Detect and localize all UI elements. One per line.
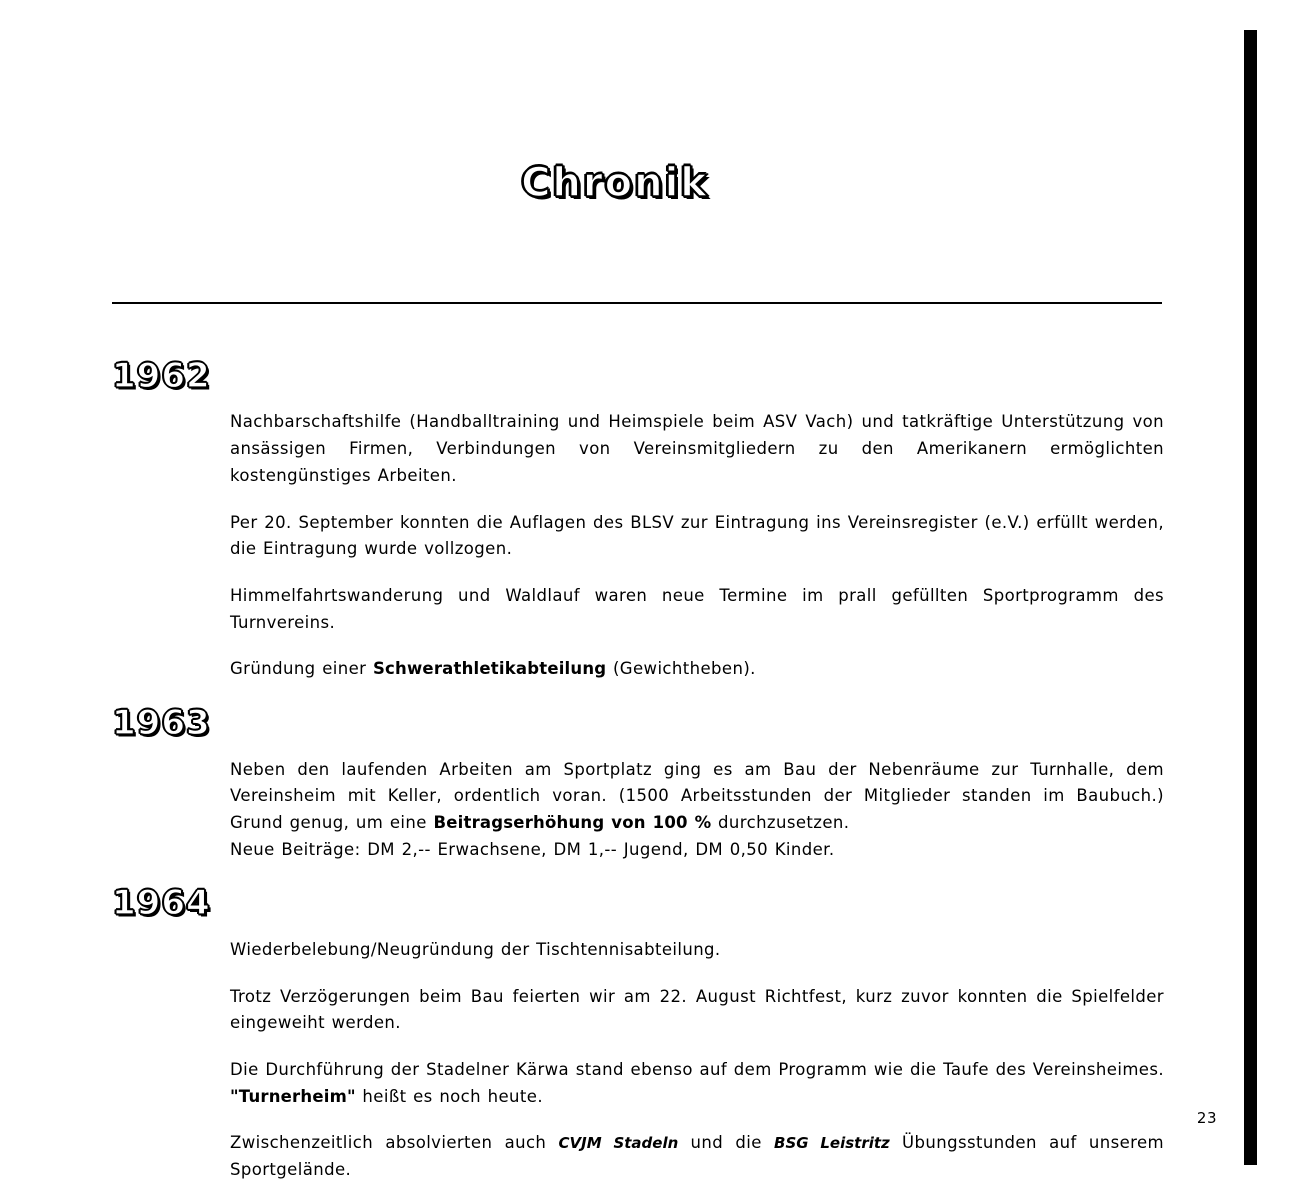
text-run: und die xyxy=(678,1133,775,1153)
paragraph xyxy=(230,1130,1164,1183)
text-run: Nachbarschaftshilfe (Handballtraining und Heimspiele beim ASV Vach) und tatkräftige Unterstützung von ansässigen Firmen, Verbindungen von Vereinsmitgliedern zu den Amerikanern ermöglichten kostengünstiges Arbeiten. xyxy=(230,412,1164,485)
text-run: durchzusetzen. xyxy=(711,812,850,832)
paragraph xyxy=(230,510,1164,563)
text-run: Per 20. September konnten die Auflagen des BLSV zur Eintragung ins Vereinsregister (e.V.) erfüllt werden, die Eintragung wurde vollzogen. xyxy=(230,512,1164,559)
text-run: Beitragserhöhung von 100 % xyxy=(433,812,712,832)
year-block xyxy=(112,358,1164,683)
text-run: Zwischenzeitlich absolvierten auch xyxy=(230,1133,559,1153)
text-run: CVJM Stadeln xyxy=(558,1134,679,1153)
paragraph xyxy=(230,984,1164,1037)
chronicle-entries xyxy=(112,336,1164,1204)
text-run: BSG Leistritz xyxy=(774,1134,890,1153)
paragraph xyxy=(230,837,1164,864)
paragraph xyxy=(230,409,1164,489)
year-heading: 1962 xyxy=(112,356,211,396)
page-title: Chronik xyxy=(521,160,709,206)
horizontal-rule xyxy=(112,302,1162,304)
text-run: (Gewichtheben). xyxy=(606,659,756,679)
text-run: Übungsstunden auf unserem Sportgelände. xyxy=(230,1133,1164,1180)
year-heading: 1963 xyxy=(112,703,211,744)
year-heading: 1964 xyxy=(112,883,211,924)
text-run: Neue Beiträge: DM 2,-- Erwachsene, DM 1,-- Jugend, DM 0,50 Kinder. xyxy=(230,839,835,859)
text-run: Wiederbelebung/Neugründung der Tischtennisabteilung. xyxy=(230,939,721,959)
text-run: Gründung einer xyxy=(230,659,373,679)
text-run: Trotz Verzögerungen beim Bau feierten wir am 22. August Richtfest, kurz zuvor konnten die Spielfelder eingeweiht werden. xyxy=(230,986,1164,1033)
text-run: "Turnerheim" xyxy=(230,1086,356,1106)
year-block xyxy=(112,885,1164,1183)
text-run: Die Durchführung der Stadelner Kärwa stand ebenso auf dem Programm wie die Taufe des Vereinsheimes. xyxy=(230,1059,1164,1079)
text-run: Neben den laufenden Arbeiten am Sportplatz ging es am Bau der Nebenräume zur Turnhalle, dem Vereinsheim mit Keller, ordentlich voran. (1500 Arbeitsstunden der Mitglieder standen im Baubuch.) Grund genug, um eine xyxy=(230,759,1164,832)
text-run: Schwerathletikabteilung xyxy=(372,659,607,679)
year-block xyxy=(112,705,1164,863)
text-run: Himmelfahrtswanderung und Waldlauf waren neue Termine im prall gefüllten Sportprogramm des Turnvereins. xyxy=(230,585,1164,632)
paragraph xyxy=(230,656,1164,683)
paragraph xyxy=(230,757,1164,837)
paragraph xyxy=(230,1057,1164,1110)
paragraph xyxy=(230,937,1164,964)
page-number: 23 xyxy=(1196,1109,1217,1127)
text-run: heißt es noch heute. xyxy=(355,1086,543,1106)
paragraph xyxy=(230,583,1164,636)
binding-bar xyxy=(1244,30,1257,1165)
